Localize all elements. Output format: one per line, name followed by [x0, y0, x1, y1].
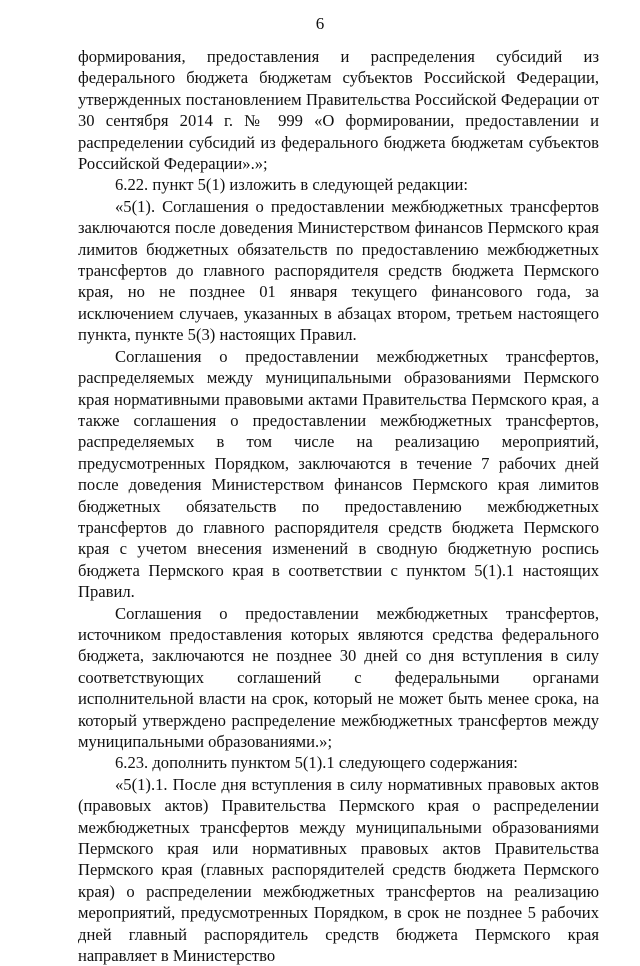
paragraph-clause-5-1: «5(1). Соглашения о предоставлении межбюджетных трансфертов заключаются после доведения Министерством финансов Пермского края лимитов бюджетных обязательств по предоставлению межбюджетных трансфертов до главного распорядителя средств бюджета Пермского края, но не позднее 01 января текущего финансового года, за исключением случаев, указанных в абзацах втором, третьем настоящего пункта, пункте 5(3) настоящих Правил. — [78, 196, 599, 345]
paragraph-clause-5-1-1: «5(1).1. После дня вступления в силу нормативных правовых актов (правовых актов) Правительства Пермского края о распределении межбюджетных трансфертов между муниципальными образованиями Пермского края или нормативных правовых актов Правительства Пермского края (главных распорядителей средств бюджета Пермского края) о распределении межбюджетных трансфертов на реализацию мероприятий, предусмотренных Порядком, в срок не позднее 5 рабочих дней главный распорядитель средств бюджета Пермского края направляет в Министерство — [78, 774, 599, 966]
paragraph-agreements-distributed: Соглашения о предоставлении межбюджетных трансфертов, распределяемых между муниципальными образованиями Пермского края нормативными правовыми актами Правительства Пермского края, а также соглашения о предоставлении межбюджетных трансфертов, распределяемых в том числе на реализацию мероприятий, предусмотренных Порядком, заключаются в течение 7 рабочих дней после доведения Министерством финансов Пермского края лимитов бюджетных обязательств по предоставлению межбюджетных трансфертов до главного распорядителя средств бюджета Пермского края с учетом внесения изменений в сводную бюджетную роспись бюджета Пермского края в соответствии с пунктом 5(1).1 настоящих Правил. — [78, 346, 599, 602]
paragraph-item-6-23: 6.23. дополнить пунктом 5(1).1 следующего содержания: — [115, 753, 518, 773]
page-number: 6 — [315, 14, 325, 33]
paragraph-item-6-22: 6.22. пункт 5(1) изложить в следующей редакции: — [115, 175, 468, 195]
paragraph-agreements-federal: Соглашения о предоставлении межбюджетных трансфертов, источником предоставления которых являются средства федерального бюджета, заключаются не позднее 30 дней со дня вступления в силу соответствующих соглашений с федеральными органами исполнительной власти на срок, который не может быть менее срока, на который утверждено распределение межбюджетных трансфертов между муниципальными образованиями.»; — [78, 603, 599, 751]
document-body — [78, 46, 599, 966]
paragraph-continuation: формирования, предоставления и распределения субсидий из федерального бюджета бюджетам субъектов Российской Федерации, утвержденных постановлением Правительства Российской Федерации от 30 сентября 2014 г. № 999 «О формировании, предоставлении и распределении субсидий из федерального бюджета бюджетам субъектов Российской Федерации».»; — [78, 47, 599, 174]
